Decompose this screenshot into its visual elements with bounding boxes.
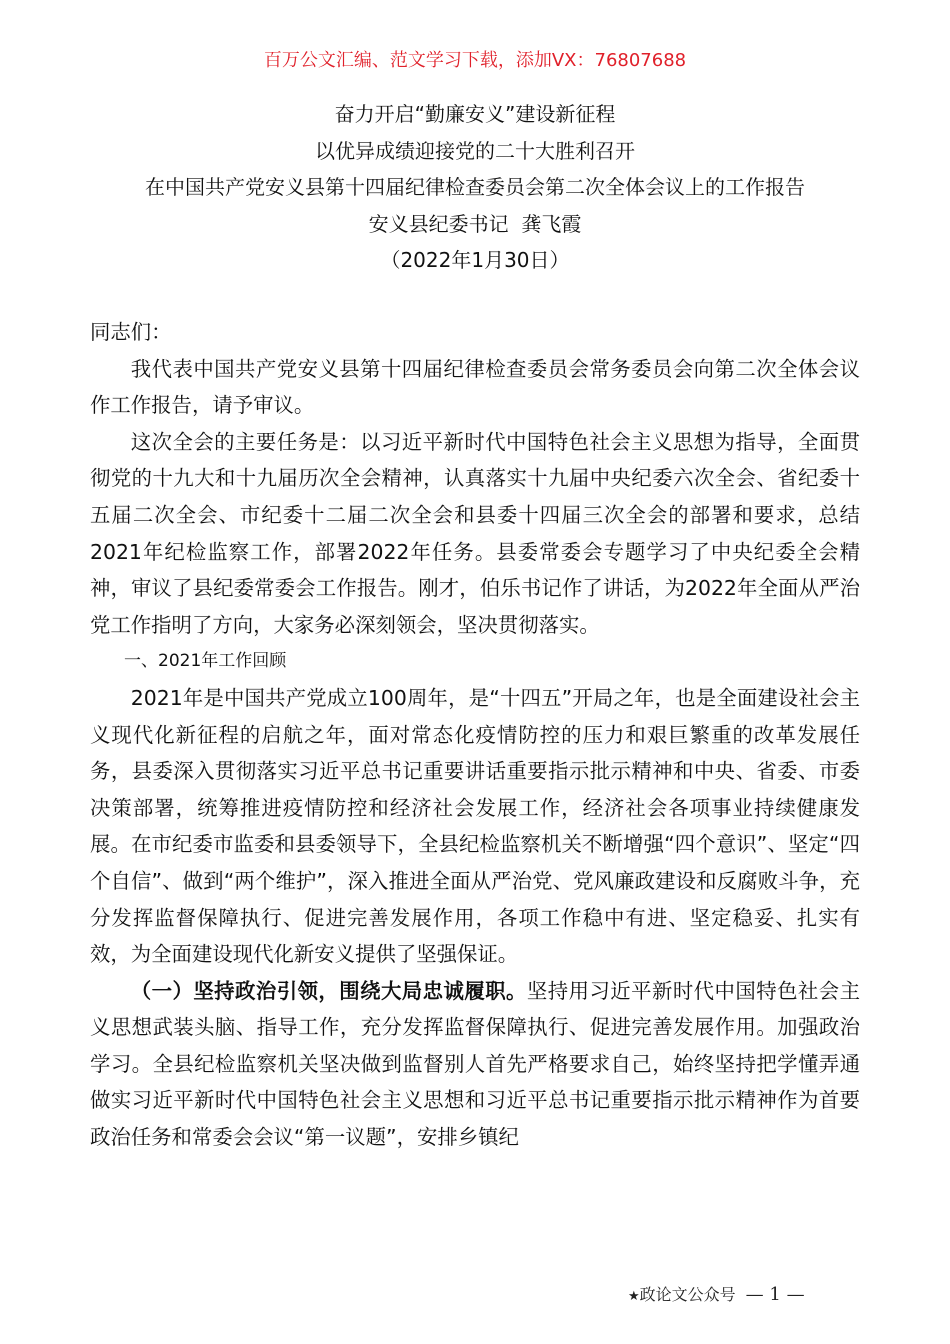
title-line-2: 以优异成绩迎接党的二十大胜利召开 <box>315 138 635 163</box>
footer-source: 政论文公众号 <box>639 1285 736 1304</box>
date-line: （2022年1月30日） <box>380 248 570 273</box>
paragraph: 这次全会的主要任务是：以习近平新时代中国特色社会主义思想为指导，全面贯彻党的十九大和十九届历次全会精神，认真落实十九届中央纪委六次全会、省纪委十五届二次全会、市纪委十二届二次全会和县委十四届三次全会的部署和要求，总结2021年纪检监察工作，部署2022年任务。县委常委会专题学习了中央纪委全会精神，审议了县纪委常委会工作报告。刚才，伯乐书记作了讲话，为2022年全面从严治党工作指明了方向，大家务必深刻领会，坚决贯彻落实。 <box>90 429 860 637</box>
subsection-heading: （一）坚持政治引领，围绕大局忠诚履职。 <box>130 978 527 1003</box>
subsection-paragraph <box>90 973 860 1156</box>
star-icon: ★ <box>628 1289 640 1304</box>
section-heading: 一、2021年工作回顾 <box>124 651 287 672</box>
title-line-1: 奋力开启“勤廉安义”建设新征程 <box>334 102 616 126</box>
paragraph: 我代表中国共产党安义县第十四届纪律检查委员会常务委员会向第二次全体会议作工作报告，请予审议。 <box>90 356 860 418</box>
title-line-3: 在中国共产党安义县第十四届纪律检查委员会第二次全体会议上的工作报告 <box>145 175 805 200</box>
watermark-banner: 百万公文汇编、范文学习下载，添加VX：76807688 <box>263 50 687 71</box>
salutation: 同志们： <box>90 320 172 344</box>
document-body <box>90 314 860 1156</box>
page-number: — 1 — <box>745 1284 805 1305</box>
author-line: 安义县纪委书记 龚飞霞 <box>368 211 582 236</box>
paragraph: 2021年是中国共产党成立100周年，是“十四五”开局之年，也是全面建设社会主义现代化新征程的启航之年，面对常态化疫情防控的压力和艰巨繁重的改革发展任务，县委深入贯彻落实习近平总书记重要讲话重要指示批示精神和中央、省委、市委决策部署，统筹推进疫情防控和经济社会发展工作，经济社会各项事业持续健康发展。在市纪委市监委和县委领导下，全县纪检监察机关不断增强“四个意识”、坚定“四个自信”、做到“两个维护”，深入推进全面从严治党、党风廉政建设和反腐败斗争，充分发挥监督保障执行、促进完善发展作用，各项工作稳中有进、坚定稳妥、扎实有效，为全面建设现代化新安义提供了坚强保证。 <box>90 685 860 967</box>
page-footer <box>628 1282 805 1305</box>
subsection-text: 坚持用习近平新时代中国特色社会主义思想武装头脑、指导工作，充分发挥监督保障执行、促进完善发展作用。加强政治学习。全县纪检监察机关坚决做到监督别人首先严格要求自己，始终坚持把学懂弄通做实习近平新时代中国特色社会主义思想和习近平总书记重要指示批示精神作为首要政治任务和常委会会议“第一议题”，安排乡镇纪 <box>90 978 861 1150</box>
document-title-block <box>90 96 860 279</box>
